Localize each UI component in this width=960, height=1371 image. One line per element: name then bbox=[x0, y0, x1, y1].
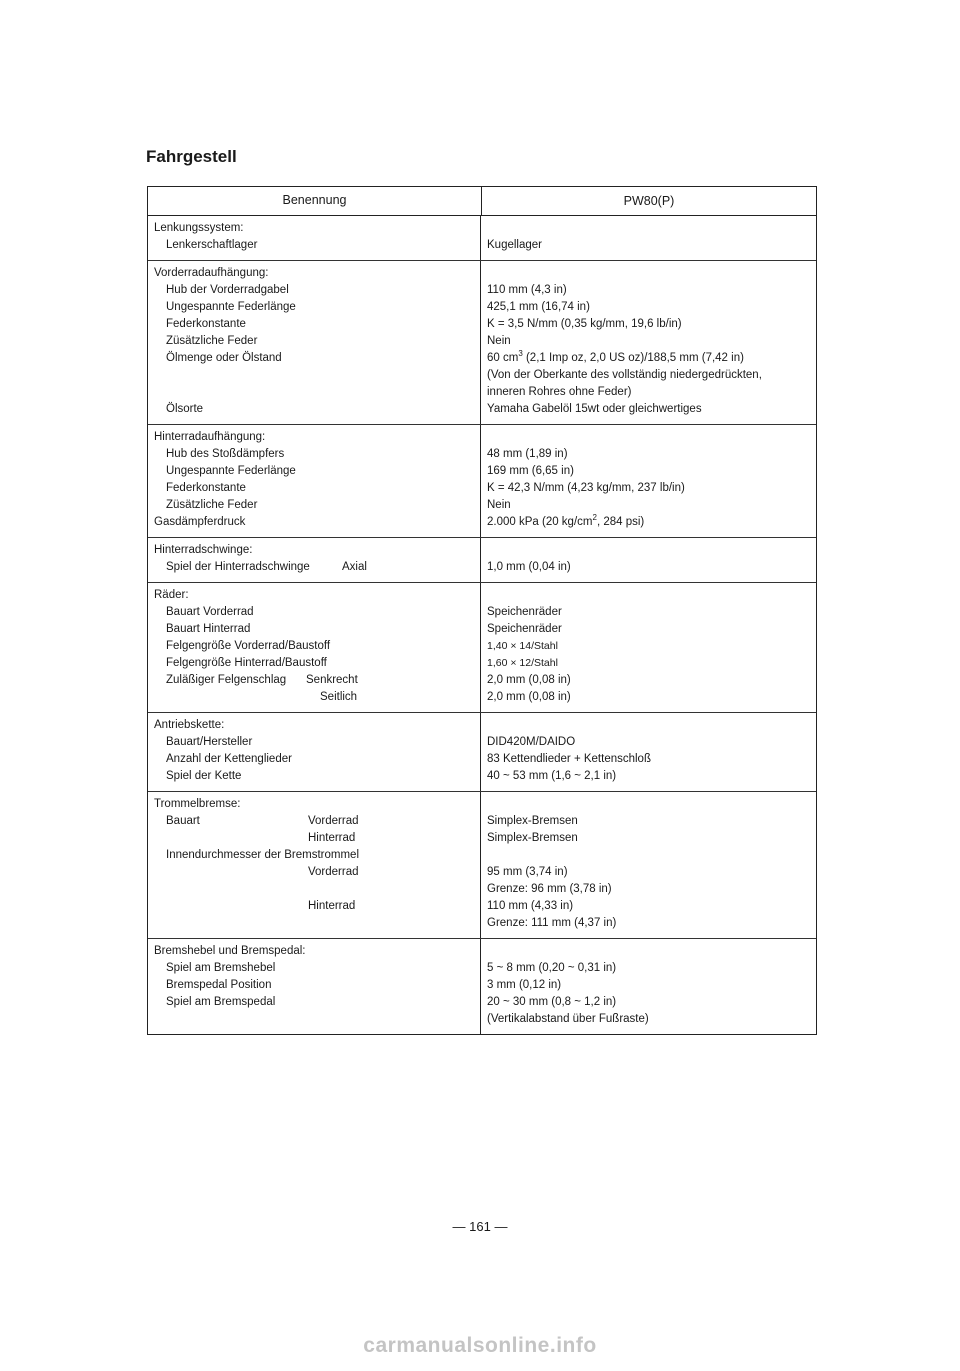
section-trommel bbox=[148, 792, 816, 939]
spec-value: Nein bbox=[487, 335, 511, 347]
spec-label: Ölmenge oder Ölstand bbox=[166, 352, 282, 364]
spec-label: Bauart Vorderrad bbox=[166, 606, 254, 618]
spec-value: K = 3,5 N/mm (0,35 kg/mm, 19,6 lb/in) bbox=[487, 318, 682, 330]
spec-value: K = 42,3 N/mm (4,23 kg/mm, 237 lb/in) bbox=[487, 482, 685, 494]
header-benennung: Benennung bbox=[148, 187, 482, 215]
spec-value: 83 Kettendlieder + Kettenschloß bbox=[487, 753, 651, 765]
table-header bbox=[148, 187, 816, 216]
spec-label: Bauart Hinterrad bbox=[166, 623, 251, 635]
spec-label: Federkonstante bbox=[166, 318, 246, 330]
spec-value: 110 mm (4,3 in) bbox=[487, 284, 567, 296]
spec-label: Ungespannte Federlänge bbox=[166, 465, 296, 477]
spec-label bbox=[154, 864, 480, 881]
section-heading: Bremshebel und Bremspedal: bbox=[154, 945, 306, 957]
spec-value: 169 mm (6,65 in) bbox=[487, 465, 574, 477]
spec-label bbox=[154, 559, 480, 576]
spec-value: DID420M/DAIDO bbox=[487, 736, 576, 748]
spec-value bbox=[485, 514, 816, 531]
spec-label: Hub des Stoßdämpfers bbox=[166, 448, 285, 460]
section-heading: Antriebskette: bbox=[154, 719, 225, 731]
section-heading: Trommelbremse: bbox=[154, 798, 241, 810]
spec-value: 48 mm (1,89 in) bbox=[487, 448, 568, 460]
spec-label: Bremspedal Position bbox=[166, 979, 272, 991]
spec-value: 1,40 × 14/Stahl bbox=[487, 640, 558, 652]
spec-value: Speichenräder bbox=[487, 606, 562, 618]
section-heading: Räder: bbox=[154, 589, 189, 601]
spec-label: Lenkerschaftlager bbox=[166, 239, 258, 251]
spec-sublabel: Seitlich bbox=[320, 691, 358, 703]
spec-note: inneren Rohres ohne Feder) bbox=[487, 386, 632, 398]
spec-sublabel: Vorderrad bbox=[308, 815, 359, 827]
spec-sublabel: Axial bbox=[342, 561, 367, 573]
section-title: Fahrgestell bbox=[146, 147, 237, 166]
spec-label-text: Zuläßiger Felgenschlag bbox=[166, 674, 287, 686]
spec-label: Felgengröße Hinterrad/Baustoff bbox=[166, 657, 327, 669]
section-hebel bbox=[148, 939, 816, 1034]
spec-sublabel: Hinterrad bbox=[308, 832, 356, 844]
section-hinterrad bbox=[148, 425, 816, 538]
spec-limit: Grenze: 96 mm (3,78 in) bbox=[487, 883, 612, 895]
spec-label: Ungespannte Federlänge bbox=[166, 301, 296, 313]
spec-label bbox=[154, 813, 480, 830]
value-part: (2,1 Imp oz, 2,0 US oz)/188,5 mm (7,42 in) bbox=[522, 352, 744, 364]
spec-value: Kugellager bbox=[487, 239, 542, 251]
spec-value: 110 mm (4,33 in) bbox=[487, 900, 574, 912]
spec-value: 2,0 mm (0,08 in) bbox=[487, 691, 571, 703]
spec-sublabel: Senkrecht bbox=[306, 674, 358, 686]
spec-label: Ölsorte bbox=[166, 403, 204, 415]
spec-value: 5 ~ 8 mm (0,20 ~ 0,31 in) bbox=[487, 962, 617, 974]
spec-label bbox=[154, 672, 480, 689]
page-number: — 161 — bbox=[452, 1219, 508, 1234]
spec-label: Innendurchmesser der Bremstrommel bbox=[166, 849, 360, 861]
spec-label-text: Bauart bbox=[166, 815, 200, 827]
spec-limit: Grenze: 111 mm (4,37 in) bbox=[487, 917, 617, 929]
spec-value bbox=[485, 350, 816, 367]
spec-note: (Von der Oberkante des vollständig niedergedrückten, bbox=[487, 369, 762, 381]
spec-label: Spiel am Bremshebel bbox=[166, 962, 276, 974]
spec-value: Simplex-Bremsen bbox=[487, 815, 578, 827]
spec-value: 2,0 mm (0,08 in) bbox=[487, 674, 571, 686]
watermark: carmanualsonline.info bbox=[363, 1334, 597, 1357]
spec-label: Spiel am Bremspedal bbox=[166, 996, 276, 1008]
superscript: 2 bbox=[592, 513, 597, 523]
spec-label: Felgengröße Vorderrad/Baustoff bbox=[166, 640, 331, 652]
spec-sublabel: Vorderrad bbox=[308, 866, 359, 878]
spec-value: Nein bbox=[487, 499, 511, 511]
spec-table bbox=[147, 186, 817, 1035]
spec-label-text: Spiel der Hinterradschwinge bbox=[166, 561, 310, 573]
section-heading: Lenkungssystem: bbox=[154, 222, 244, 234]
spec-value: 1,60 × 12/Stahl bbox=[487, 657, 558, 669]
spec-note: (Vertikalabstand über Fußraste) bbox=[487, 1013, 649, 1025]
spec-value: 40 ~ 53 mm (1,6 ~ 2,1 in) bbox=[487, 770, 617, 782]
section-schwinge bbox=[148, 538, 816, 583]
section-kette bbox=[148, 713, 816, 792]
spec-value: 425,1 mm (16,74 in) bbox=[487, 301, 590, 313]
spec-value: Speichenräder bbox=[487, 623, 562, 635]
section-heading: Hinterradaufhängung: bbox=[154, 431, 266, 443]
value-part: 2.000 kPa (20 kg/cm bbox=[487, 516, 593, 528]
spec-value: 95 mm (3,74 in) bbox=[487, 866, 568, 878]
superscript: 3 bbox=[518, 349, 523, 359]
spec-label: Züsätzliche Feder bbox=[166, 335, 258, 347]
section-heading: Hinterradschwinge: bbox=[154, 544, 253, 556]
spec-label: Züsätzliche Feder bbox=[166, 499, 258, 511]
spec-label: Spiel der Kette bbox=[166, 770, 242, 782]
spec-label: Gasdämpferdruck bbox=[154, 516, 246, 528]
spec-value: 3 mm (0,12 in) bbox=[487, 979, 562, 991]
spec-label: Federkonstante bbox=[166, 482, 246, 494]
header-model: PW80(P) bbox=[623, 194, 675, 208]
section-vorderrad bbox=[148, 261, 816, 425]
spec-label: Anzahl der Kettenglieder bbox=[166, 753, 292, 765]
spec-label: Bauart/Hersteller bbox=[166, 736, 253, 748]
value-part: , 284 psi) bbox=[596, 516, 645, 528]
spec-value: 1,0 mm (0,04 in) bbox=[487, 561, 571, 573]
spec-label bbox=[154, 689, 480, 706]
spec-label bbox=[154, 898, 480, 915]
section-lenkung bbox=[148, 216, 816, 261]
section-raeder bbox=[148, 583, 816, 713]
value-part: 60 cm bbox=[487, 352, 519, 364]
spec-sublabel: Hinterrad bbox=[308, 900, 356, 912]
section-heading: Vorderradaufhängung: bbox=[154, 267, 269, 279]
spec-label: Hub der Vorderradgabel bbox=[166, 284, 289, 296]
spec-value: 20 ~ 30 mm (0,8 ~ 1,2 in) bbox=[487, 996, 617, 1008]
spec-value: Simplex-Bremsen bbox=[487, 832, 578, 844]
spec-value: Yamaha Gabelöl 15wt oder gleichwertiges bbox=[487, 403, 702, 415]
spec-label bbox=[154, 830, 480, 847]
